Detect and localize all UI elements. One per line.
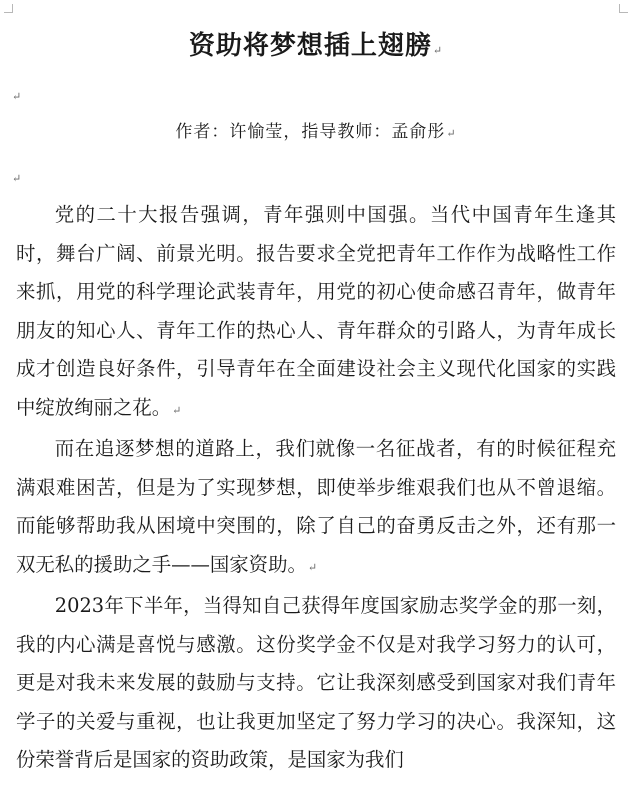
paragraph-text: 而在追逐梦想的道路上，我们就像一名征战者，有的时候征程充满艰难困苦，但是为了实现梦想，即使举步维艰我们也从不曾退缩。而能够帮助我从困境中突围的，除了自己的奋勇反击之外，还有那一双无私的援助之手——国家资助。 <box>16 437 616 576</box>
empty-paragraph-mark-icon: ↵ <box>12 172 22 185</box>
document-body[interactable] <box>16 196 616 780</box>
paragraph-text: 党的二十大报告强调，青年强则中国强。当代中国青年生逢其时，舞台广阔、前景光明。报告要求全党把青年工作作为战略性工作来抓，用党的科学理论武装青年，用党的初心使命感召青年，做青年朋友的知心人、青年工作的热心人、青年群众的引路人，为青年成长成才创造良好条件，引导青年在全面建设社会主义现代化国家的实践中绽放绚丽之花。 <box>16 203 616 419</box>
author-line[interactable] <box>0 118 632 148</box>
paragraph-text: 2023年下半年，当得知自己获得年度国家励志奖学金的那一刻，我的内心满是喜悦与感激。这份奖学金不仅是对我学习努力的认可，更是对我未来发展的鼓励与支持。它让我深刻感受到国家对我们青年学子的关爱与重视，也让我更加坚定了努力学习的决心。我深知，这份荣誉背后是国家的资助政策，是国家为我们 <box>16 594 616 771</box>
body-paragraph[interactable] <box>16 587 616 780</box>
paragraph-mark-icon: ↵ <box>432 44 444 57</box>
document-title[interactable] <box>0 26 632 71</box>
author-text: 作者：许愉莹，指导教师：孟俞彤 <box>175 122 446 142</box>
paragraph-mark-icon: ↵ <box>172 403 182 417</box>
paragraph-mark-icon: ↵ <box>307 560 318 574</box>
page-corner-marker-top-right <box>619 4 628 13</box>
body-paragraph[interactable] <box>16 196 616 430</box>
page-corner-marker-top-left <box>4 4 13 13</box>
paragraph-mark-icon: ↵ <box>446 127 457 140</box>
body-paragraph[interactable] <box>16 430 616 587</box>
title-text: 资助将梦想插上翅膀 <box>188 31 432 61</box>
empty-paragraph-mark-icon: ↵ <box>12 90 22 103</box>
